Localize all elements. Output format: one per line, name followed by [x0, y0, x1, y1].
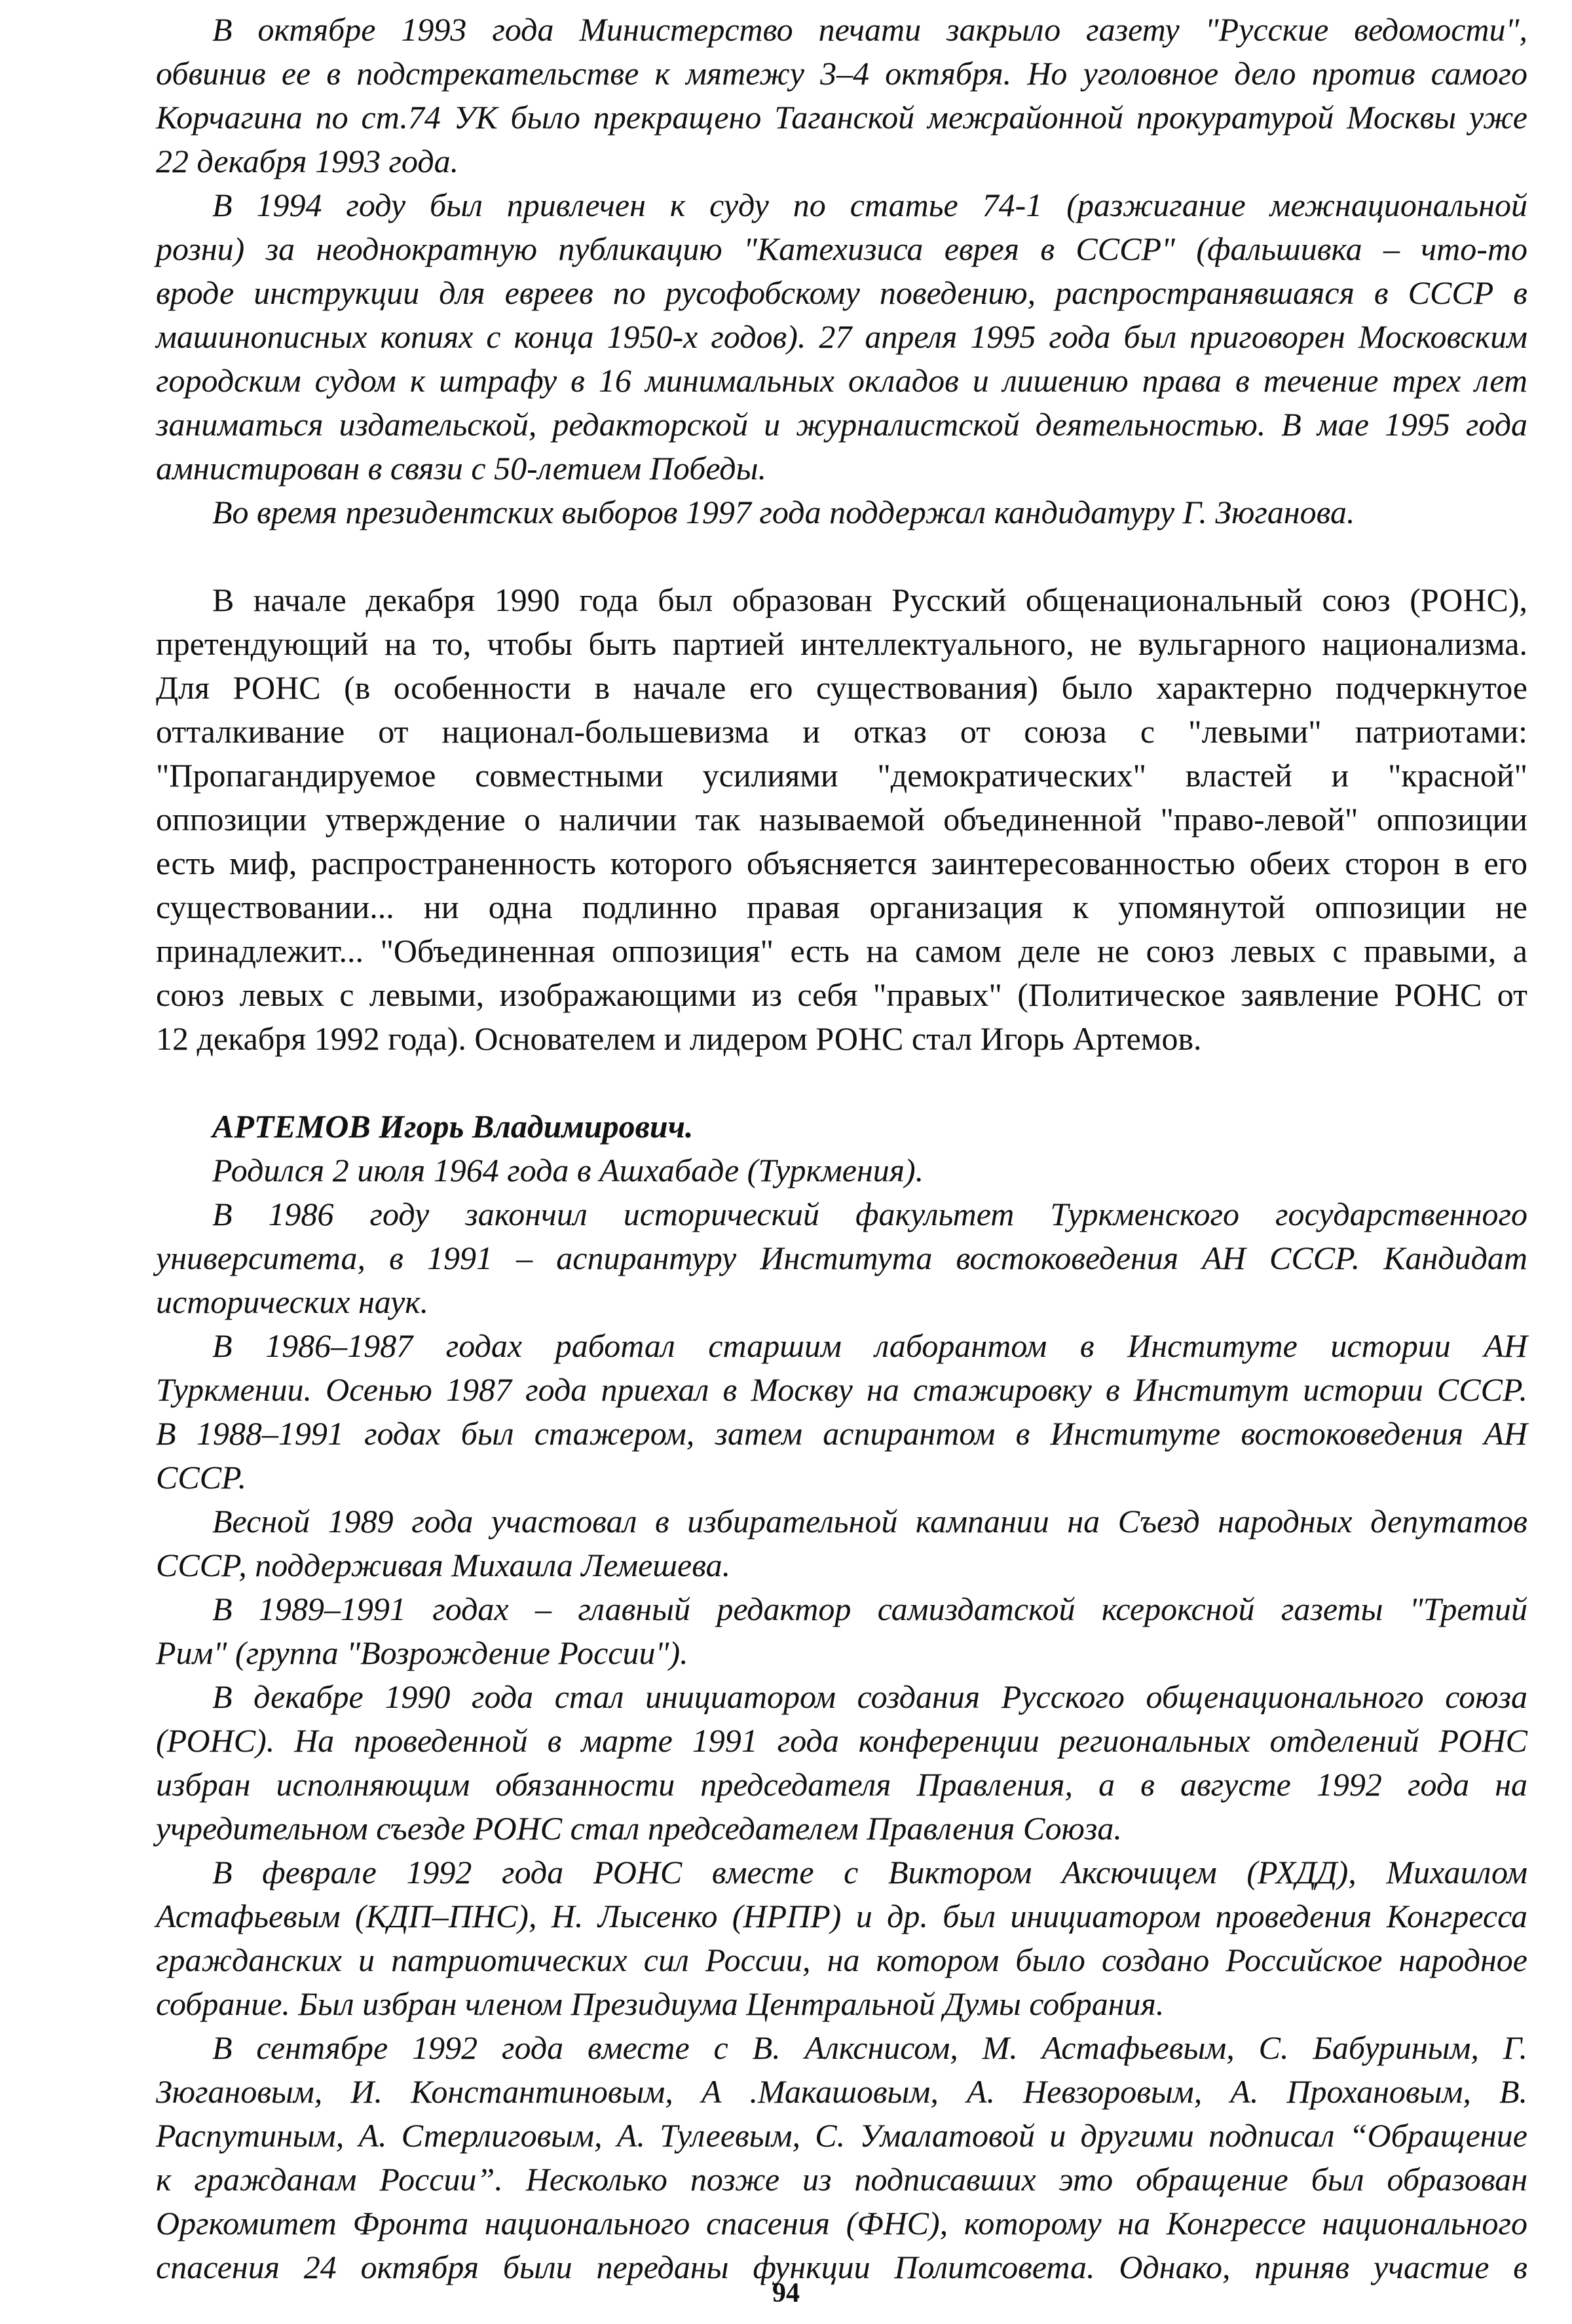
- text-line: В феврале 1992 года РОНС вместе с Виктором Аксючицем (РХДД), Михаилом: [212, 1854, 1527, 1891]
- text-line: вроде инструкции для евреев по русофобскому поведению, распространявшаяся в СССР в: [156, 274, 1527, 311]
- section: [156, 8, 1527, 534]
- text-line: гражданских и патриотических сил России, на котором было создано Российское народное: [156, 1942, 1527, 1978]
- paragraph: [156, 1500, 1527, 1587]
- text-line: претендующий на то, чтобы быть партией интеллектуального, не вульгарного национализма.: [156, 625, 1527, 662]
- text-line: Родился 2 июля 1964 года в Ашхабаде (Туркмения).: [212, 1152, 924, 1189]
- text-line: принадлежит... "Объединенная оппозиция" есть на самом деле не союз левых с правыми, а: [156, 932, 1527, 969]
- page-number: 94: [772, 2278, 800, 2308]
- text-line: В 1986 году закончил исторический факультет Туркменского государственного: [212, 1196, 1527, 1232]
- paragraph: [156, 1587, 1527, 1675]
- text-line: союз левых с левыми, изображающими из себя "правых" (Политическое заявление РОНС от: [156, 976, 1527, 1013]
- paragraph: [156, 1851, 1527, 2026]
- text-line: 12 декабря 1992 года). Основателем и лидером РОНС стал Игорь Артемов.: [156, 1020, 1202, 1057]
- paragraph: [156, 1192, 1527, 1324]
- biography-heading: [156, 1105, 1527, 1149]
- text-line: Оргкомитет Фронта национального спасения (ФНС), которому на Конгрессе национального: [156, 2205, 1527, 2241]
- text-line: 22 декабря 1993 года.: [156, 143, 459, 179]
- text-line: Корчагина по ст.74 УК было прекращено Таганской межрайонной прокуратурой Москвы уже: [156, 99, 1527, 136]
- text-line: существовании... ни одна подлинно правая организация к упомянутой оппозиции не: [156, 889, 1527, 925]
- paragraph: [156, 1324, 1527, 1500]
- text-line: оппозиции утверждение о наличии так называемой объединенной "право-левой" оппозиции: [156, 801, 1527, 838]
- text-line: спасения 24 октября были переданы функции Политсовета. Однако, приняв участие в: [156, 2249, 1527, 2285]
- section: [156, 1105, 1527, 2289]
- text-line: Весной 1989 года участовал в избирательной кампании на Съезд народных депутатов: [212, 1503, 1527, 1540]
- text-line: СССР.: [156, 1459, 247, 1496]
- text-line: "Пропагандируемое совместными усилиями "демократических" властей и "красной": [156, 757, 1527, 794]
- text-line: отталкивание от национал-большевизма и отказ от союза с "левыми" патриотами:: [156, 713, 1527, 750]
- text-line: исторических наук.: [156, 1283, 429, 1320]
- text-line: обвинив ее в подстрекательстве к мятежу 3–4 октября. Но уголовное дело против самого: [156, 55, 1527, 92]
- text-line: университета, в 1991 – аспирантуру Института востоковедения АН СССР. Кандидат: [156, 1240, 1527, 1276]
- text-line: машинописных копиях с конца 1950-х годов). 27 апреля 1995 года был приговорен Московским: [156, 318, 1527, 355]
- text-line: В октябре 1993 года Министерство печати закрыло газету "Русские ведомости",: [212, 11, 1527, 48]
- text-line: СССР, поддерживая Михаила Лемешева.: [156, 1547, 731, 1583]
- text-line: В сентябре 1992 года вместе с В. Алкснисом, М. Астафьевым, С. Бабуриным, Г.: [212, 2029, 1527, 2066]
- text-line: заниматься издательской, редакторской и журналистской деятельностью. В мае 1995 года: [156, 406, 1527, 443]
- paragraph: [156, 578, 1527, 1061]
- text-line: учредительном съезде РОНС стал председателем Правления Союза.: [156, 1810, 1122, 1847]
- text-line: Распутиным, А. Стерлиговым, А. Тулеевым, С. Умалатовой и другими подписал “Обращение: [156, 2117, 1527, 2154]
- text-line: В декабре 1990 года стал инициатором создания Русского общенационального союза: [212, 1678, 1527, 1715]
- text-line: Во время президентских выборов 1997 года поддержал кандидатуру Г. Зюганова.: [212, 494, 1355, 530]
- text-line: Зюгановым, И. Константиновым, А .Макашовым, А. Невзоровым, А. Прохановым, В.: [156, 2073, 1527, 2110]
- text-line: есть миф, распространенность которого объясняется заинтересованностью обеих сторон в его: [156, 845, 1527, 881]
- text-line: городским судом к штрафу в 16 минимальных окладов и лишению права в течение трех лет: [156, 362, 1527, 399]
- text-line: В 1986–1987 годах работал старшим лаборантом в Институте истории АН: [212, 1327, 1527, 1364]
- text-line: Астафьевым (КДП–ПНС), Н. Лысенко (НРПР) и др. был инициатором проведения Конгресса: [156, 1898, 1527, 1934]
- paragraph: [156, 183, 1527, 490]
- text-line: В 1994 году был привлечен к суду по статье 74-1 (разжигание межнациональной: [212, 187, 1527, 223]
- text-line: В 1989–1991 годах – главный редактор самиздатской ксероксной газеты "Третий: [212, 1591, 1527, 1627]
- text-line: Рим" (группа "Возрождение России").: [156, 1634, 688, 1671]
- text-line: амнистирован в связи с 50-летием Победы.: [156, 450, 766, 487]
- section-spacer: [156, 1061, 1527, 1105]
- section-spacer: [156, 534, 1527, 578]
- text-line: В 1988–1991 годах был стажером, затем аспирантом в Институте востоковедения АН: [156, 1415, 1527, 1452]
- text-line: избран исполняющим обязанности председателя Правления, а в августе 1992 года на: [156, 1766, 1527, 1803]
- text-line: Туркмении. Осенью 1987 года приехал в Москву на стажировку в Институт истории СССР.: [156, 1371, 1527, 1408]
- text-line: собрание. Был избран членом Президиума Центральной Думы собрания.: [156, 1985, 1165, 2022]
- paragraph: [156, 8, 1527, 183]
- paragraph: [156, 490, 1527, 534]
- paragraph: [156, 1675, 1527, 1851]
- document-page: [156, 8, 1527, 2289]
- text-line: (РОНС). На проведенной в марте 1991 года конференции региональных отделений РОНС: [156, 1722, 1527, 1759]
- text-line: АРТЕМОВ Игорь Владимирович.: [212, 1108, 694, 1145]
- paragraph: [156, 2026, 1527, 2289]
- text-line: В начале декабря 1990 года был образован Русский общенациональный союз (РОНС),: [212, 581, 1527, 618]
- text-line: Для РОНС (в особенности в начале его существования) было характерно подчеркнутое: [156, 669, 1527, 706]
- text-line: к гражданам России”. Несколько позже из подписавших это обращение был образован: [156, 2161, 1527, 2198]
- paragraph: [156, 1149, 1527, 1192]
- text-line: розни) за неоднократную публикацию "Катехизиса еврея в СССР" (фальшивка – что-то: [156, 231, 1527, 267]
- section: [156, 578, 1527, 1061]
